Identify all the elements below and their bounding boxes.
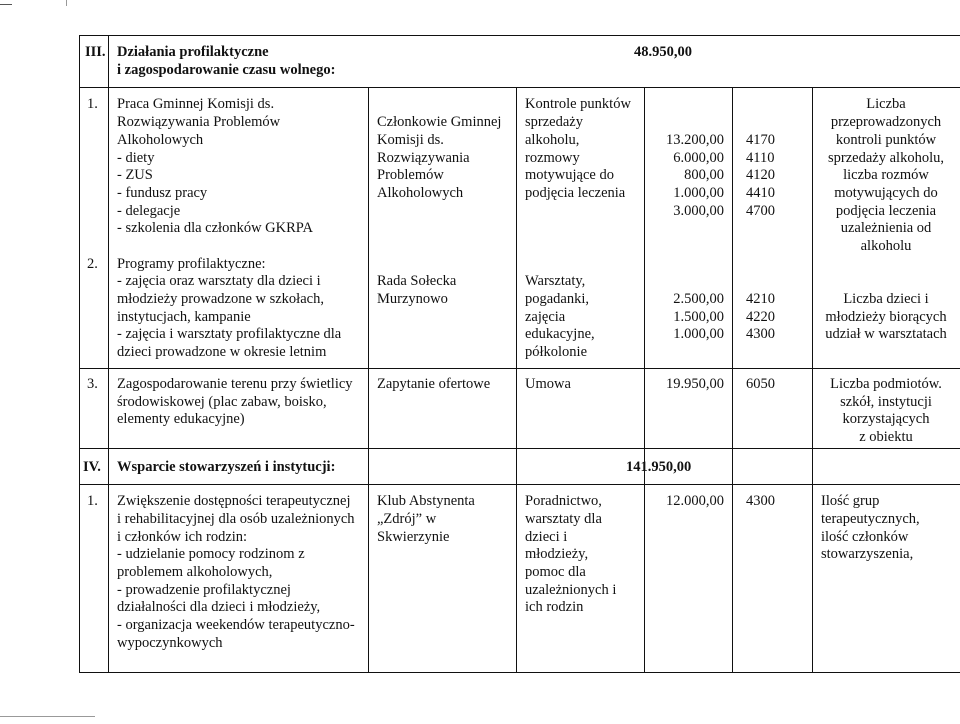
row-iii-3-task-line: Zagospodarowanie terenu przy świetlicy (117, 376, 353, 392)
row-iv-1-executor-line: Klub Abstynenta (377, 493, 475, 509)
footer-rule-fragment (0, 716, 95, 717)
row-iii-2-task-line: dzieci prowadzone w okresie letnim (117, 344, 327, 360)
row-iv-1-task-line: działalności dla dzieci i młodzieży, (117, 599, 321, 615)
row-iv-1-method-line: ich rodzin (525, 599, 584, 615)
row-iii-1-indicator-line: Liczba (866, 96, 906, 112)
section-iv-divider (79, 484, 960, 485)
row-iii-1-executor-line: Problemów (377, 167, 444, 183)
row-iii-1-method-line: podjęcia leczenia (525, 185, 626, 201)
row-iii-1-code: 4110 (746, 150, 775, 166)
row-iii-3-method: Umowa (525, 376, 571, 392)
row-iii-3-task-line: elementy edukacyjne) (117, 411, 245, 427)
section-iii-title-line-2: i zagospodarowanie czasu wolnego: (117, 62, 336, 78)
row-iii-1-amount: 13.200,00 (666, 132, 724, 148)
row-iii-2-code: 4220 (746, 309, 775, 325)
column-divider-task (368, 87, 369, 672)
row-iii-1-method-line: sprzedaży (525, 114, 583, 130)
row-iii-1-indicator-line: kontroli punktów (835, 132, 937, 148)
row-iii-3-indicator-line: Liczba podmiotów. (830, 376, 942, 392)
row-iii-1-task-line: Praca Gminnej Komisji ds. (117, 96, 275, 112)
row-iii-2-indicator-line: Liczba dzieci i (843, 291, 929, 307)
row-iv-1-indicator-line: Ilość grup (821, 493, 880, 509)
row-iii-3-number: 3. (87, 376, 98, 392)
row-iii-1-executor-line: Rozwiązywania (377, 150, 470, 166)
row-iii-1-code: 4170 (746, 132, 775, 148)
row-iv-1-method-line: Poradnictwo, (525, 493, 602, 509)
row-iii-2-task-line: - zajęcia oraz warsztaty dla dzieci i (117, 273, 321, 289)
section-iii-divider (79, 87, 960, 88)
row-iii-3-code: 6050 (746, 376, 775, 392)
row-iv-1-task-line: Zwiększenie dostępności terapeutycznej (117, 493, 351, 509)
row-iii-1-method-line: rozmowy (525, 150, 580, 166)
row-iii-1-executor-line: Członkowie Gminnej (377, 114, 502, 130)
table-border-bottom (79, 672, 960, 673)
row-iii-3-amount: 19.950,00 (666, 376, 724, 392)
row-iii-3-executor: Zapytanie ofertowe (377, 376, 491, 392)
row-iv-1-method-line: warsztaty dla (525, 511, 602, 527)
column-divider-executor (516, 87, 517, 672)
row-iv-1-task-line: wypoczynkowych (117, 635, 223, 651)
row-iii-2-divider (79, 368, 960, 369)
section-iii-number: III. (85, 44, 106, 60)
row-iii-1-indicator-line: alkoholu (860, 238, 912, 254)
row-iii-1-code: 4410 (746, 185, 775, 201)
section-iv-top-divider (79, 448, 960, 449)
row-iv-1-indicator-line: ilość członków (821, 529, 909, 545)
row-iii-1-amount: 1.000,00 (673, 185, 724, 201)
row-iv-1-number: 1. (87, 493, 98, 509)
column-divider-amount (732, 87, 733, 672)
row-iv-1-indicator-line: stowarzyszenia, (821, 546, 914, 562)
row-iii-1-task-line: - delegacje (117, 203, 181, 219)
row-iii-1-method-line: motywujące do (525, 167, 614, 183)
row-iii-1-number: 1. (87, 96, 98, 112)
row-iii-1-indicator-line: liczba rozmów (843, 167, 929, 183)
row-iii-1-amount: 3.000,00 (673, 203, 724, 219)
row-iii-2-code: 4210 (746, 291, 775, 307)
column-divider-number (108, 35, 109, 672)
row-iv-1-task-line: problemem alkoholowych, (117, 564, 273, 580)
row-iii-2-method-line: zajęcia (525, 309, 566, 325)
row-iv-1-amount: 12.000,00 (666, 493, 724, 509)
row-iii-1-code: 4700 (746, 203, 775, 219)
row-iii-2-method-line: półkolonie (525, 344, 588, 360)
row-iv-1-code: 4300 (746, 493, 775, 509)
row-iii-2-task-line: - zajęcia i warsztaty profilaktyczne dla (117, 326, 342, 342)
row-iii-2-task-line: instytucjach, kampanie (117, 309, 251, 325)
row-iv-1-method-line: dzieci i (525, 529, 568, 545)
row-iii-2-indicator-line: młodzieży biorących (825, 309, 947, 325)
row-iii-1-task-line: - ZUS (117, 167, 153, 183)
row-iii-2-method-line: pogadanki, (525, 291, 590, 307)
row-iii-2-amount: 2.500,00 (673, 291, 724, 307)
row-iii-2-number: 2. (87, 256, 98, 272)
row-iv-1-task-line: i członków ich rodzin: (117, 529, 248, 545)
row-iii-1-indicator-line: motywujących do (834, 185, 938, 201)
row-iii-1-executor-line: Komisji ds. (377, 132, 444, 148)
row-iii-1-amount: 800,00 (684, 167, 724, 183)
row-iii-1-indicator-line: uzależnienia od (840, 220, 932, 236)
row-iv-1-executor-line: Skwierzynie (377, 529, 450, 545)
table-border-top (79, 35, 960, 36)
row-iii-1-code: 4120 (746, 167, 775, 183)
section-iv-total: 141.950,00 (626, 459, 692, 475)
row-iii-2-amount: 1.000,00 (673, 326, 724, 342)
row-iii-1-task-line: - diety (117, 150, 155, 166)
section-iv-number: IV. (83, 459, 101, 475)
row-iii-2-method-line: Warsztaty, (525, 273, 586, 289)
row-iv-1-task-line: - prowadzenie profilaktycznej (117, 582, 291, 598)
row-iii-1-executor-line: Alkoholowych (377, 185, 464, 201)
page-edge-mark (66, 0, 67, 6)
row-iii-2-task-line: Programy profilaktyczne: (117, 256, 266, 272)
row-iii-3-indicator-line: szkół, instytucji (840, 394, 932, 410)
row-iii-1-task-line: Rozwiązywania Problemów (117, 114, 281, 130)
row-iii-1-task-line: Alkoholowych (117, 132, 204, 148)
row-iv-1-task-line: i rehabilitacyjnej dla osób uzależnionych (117, 511, 355, 527)
row-iii-2-executor-line: Rada Sołecka (377, 273, 457, 289)
row-iii-2-executor-line: Murzynowo (377, 291, 448, 307)
table-border-left (79, 35, 80, 672)
section-iii-title-line-1: Działania profilaktyczne (117, 44, 269, 60)
section-iii-total: 48.950,00 (634, 44, 692, 60)
section-iv-title: Wsparcie stowarzyszeń i instytucji: (117, 459, 336, 475)
row-iii-3-task-line: środowiskowej (plac zabaw, boisko, (117, 394, 327, 410)
row-iii-1-indicator-line: podjęcia leczenia (835, 203, 937, 219)
row-iii-1-amount: 6.000,00 (673, 150, 724, 166)
row-iii-1-indicator-line: sprzedaży alkoholu, (828, 150, 944, 166)
row-iii-1-indicator-line: przeprowadzonych (830, 114, 942, 130)
row-iii-1-method-line: Kontrole punktów (525, 96, 631, 112)
row-iii-1-task-line: - fundusz pracy (117, 185, 208, 201)
row-iv-1-indicator-line: terapeutycznych, (821, 511, 920, 527)
page-edge-fragment (0, 4, 12, 5)
row-iii-1-method-line: alkoholu, (525, 132, 580, 148)
row-iv-1-method-line: pomoc dla (525, 564, 586, 580)
row-iii-3-indicator-line: korzystających (842, 411, 930, 427)
row-iv-1-method-line: uzależnionych i (525, 582, 617, 598)
row-iii-1-task-line: - szkolenia dla członków GKRPA (117, 220, 313, 236)
row-iii-2-method-line: edukacyjne, (525, 326, 595, 342)
row-iii-2-task-line: młodzieży prowadzone w szkołach, (117, 291, 324, 307)
row-iii-2-amount: 1.500,00 (673, 309, 724, 325)
row-iv-1-task-line: - udzielanie pomocy rodzinom z (117, 546, 305, 562)
row-iii-3-indicator-line: z obiektu (859, 429, 913, 445)
row-iv-1-task-line: - organizacja weekendów terapeutyczno- (117, 617, 355, 633)
row-iv-1-method-line: młodzieży, (525, 546, 589, 562)
row-iii-2-code: 4300 (746, 326, 775, 342)
row-iii-2-indicator-line: udział w warsztatach (825, 326, 947, 342)
row-iv-1-executor-line: „Zdrój” w (377, 511, 437, 527)
